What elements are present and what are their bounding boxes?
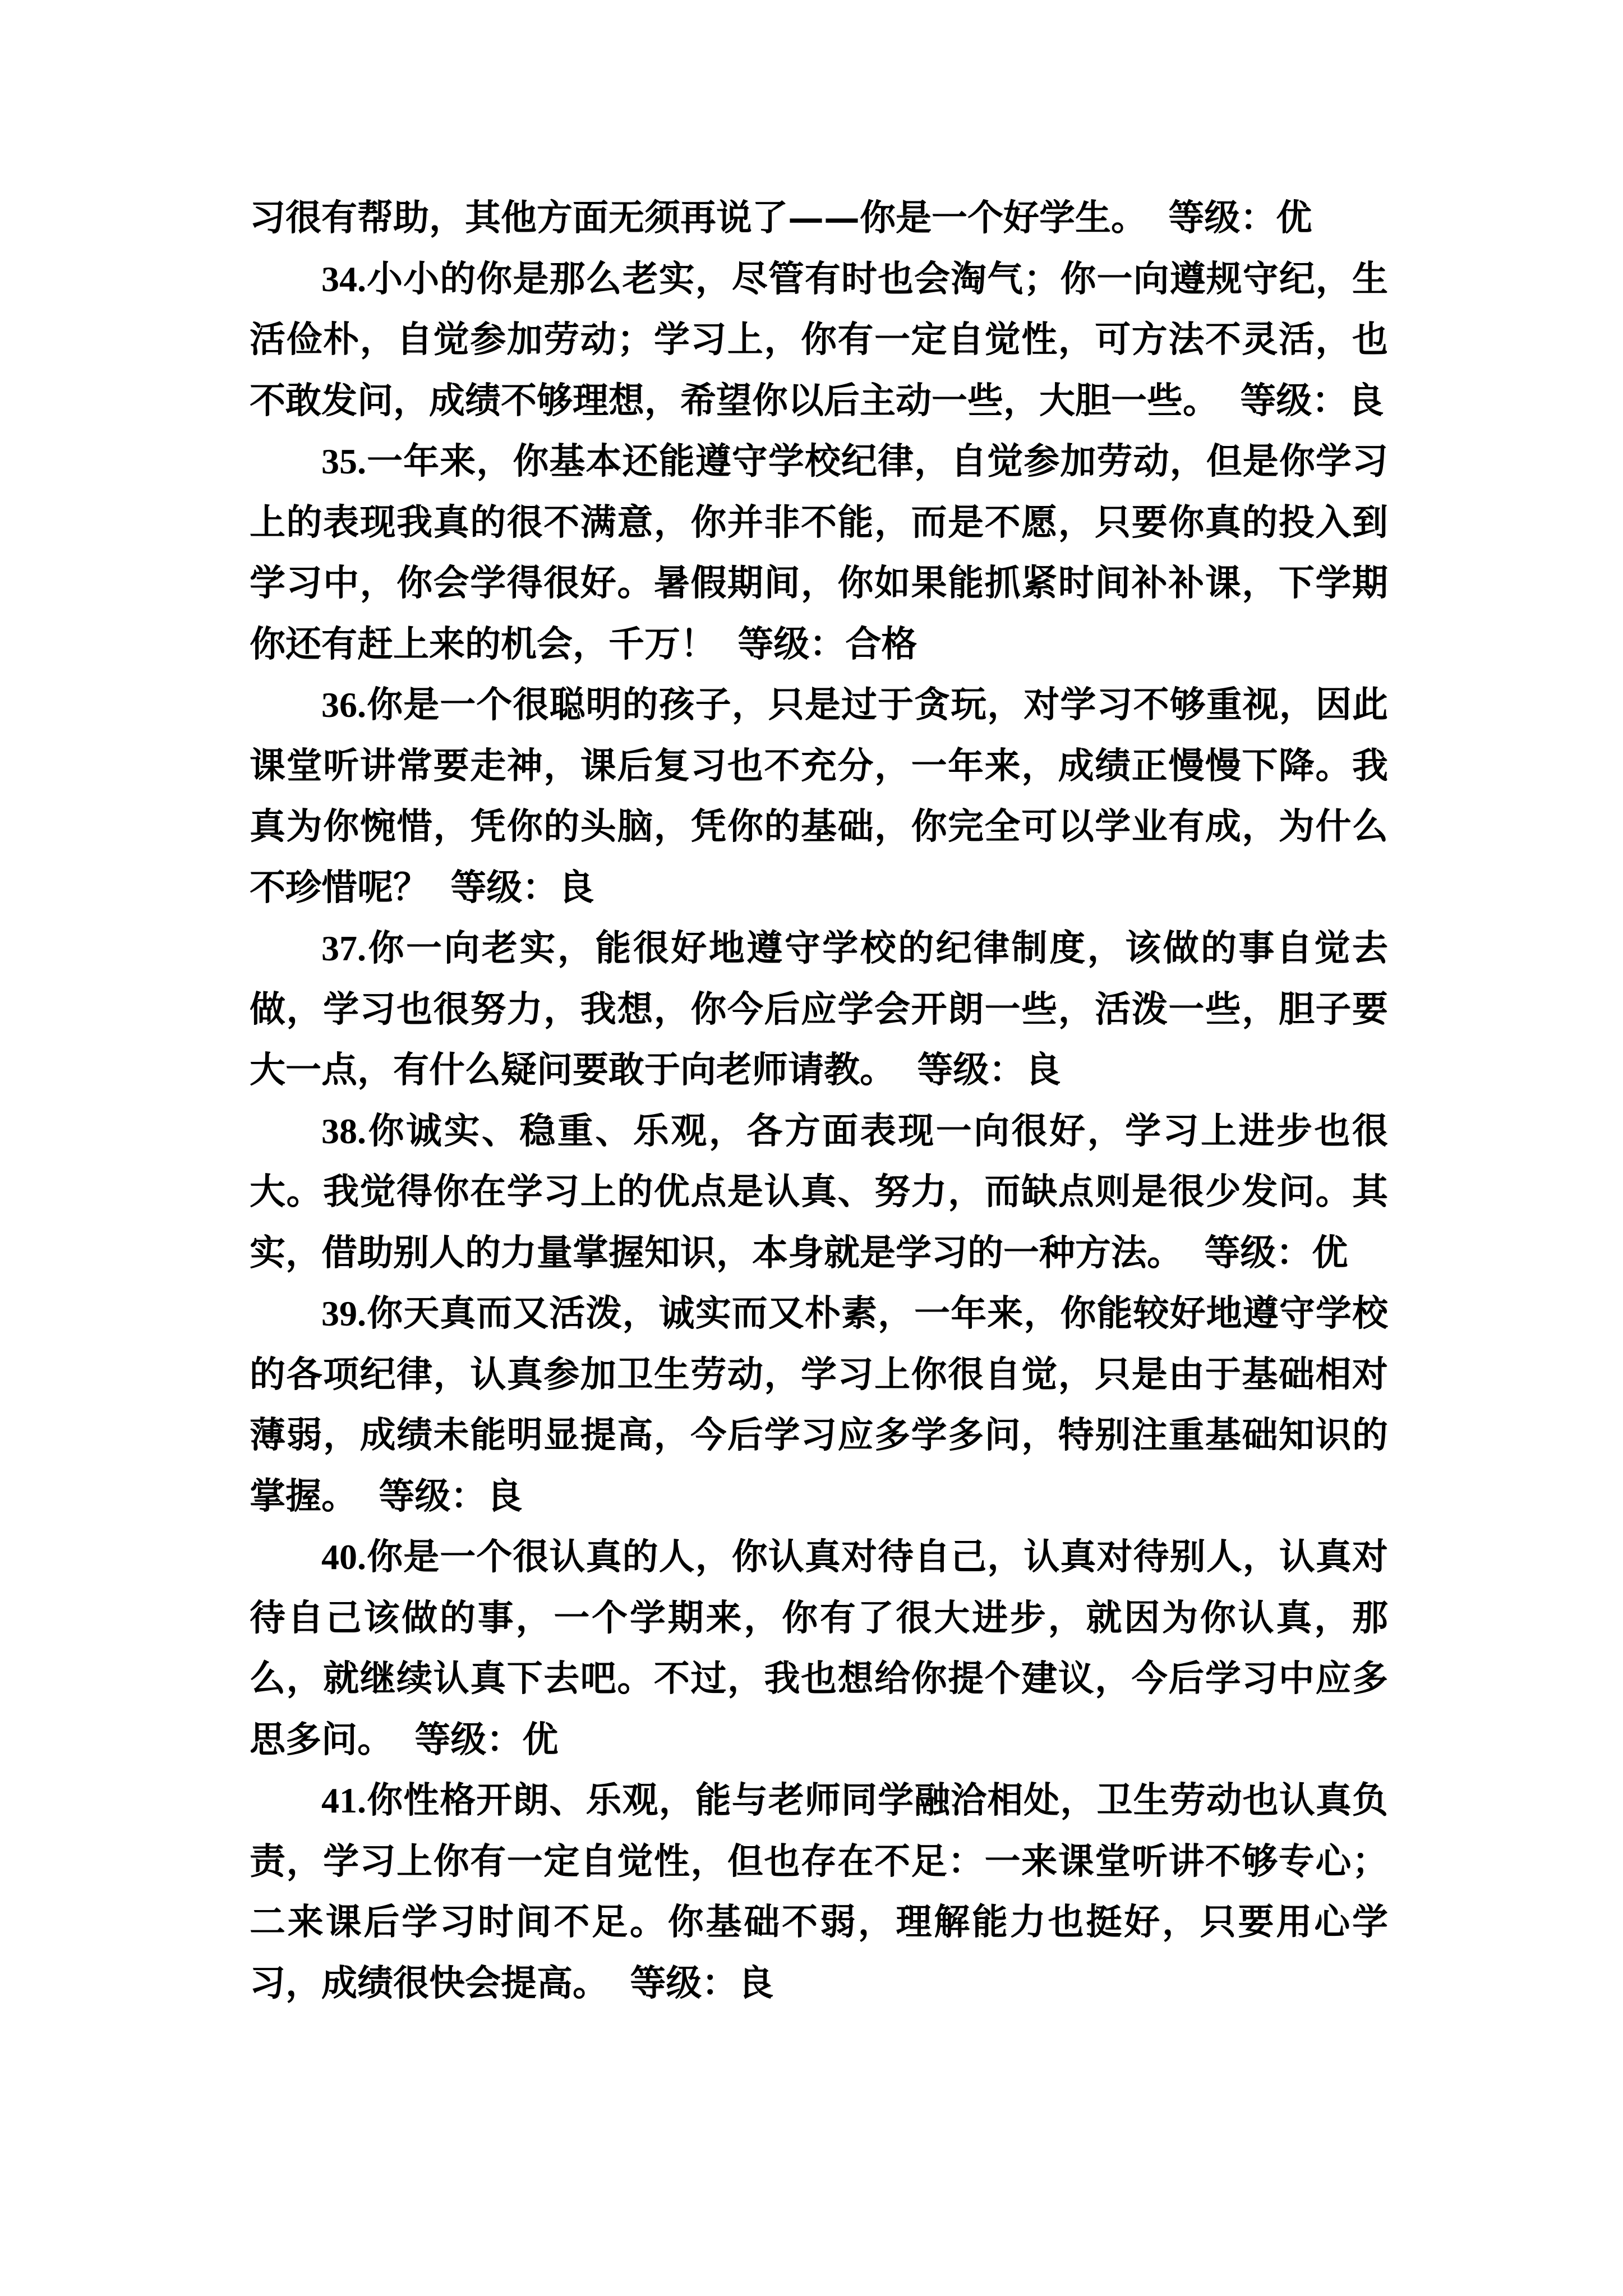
document-body	[250, 188, 1388, 2014]
comment-entry-35	[250, 431, 1388, 675]
entry-number: 41.	[321, 1780, 366, 1820]
comment-entry-33-continued	[250, 188, 1388, 249]
entry-text: 一年来，你基本还能遵守学校纪律，自觉参加劳动，但是你学习上的表现我真的很不满意，你并非不能，而是不愿，只要你真的投入到学习中，你会学得很好。暑假期间，你如果能抓紧时间补补课，下学期你还有赶上来的机会，千万！	[250, 440, 1388, 665]
entry-grade: 等级：良	[917, 1049, 1061, 1091]
entry-grade: 等级：优	[1168, 197, 1312, 239]
entry-grade: 等级：合格	[737, 623, 917, 665]
entry-grade: 等级：良	[630, 1962, 774, 2004]
comment-entry-34	[250, 249, 1388, 432]
entry-text: 你一向老实，能很好地遵守学校的纪律制度，该做的事自觉去做，学习也很努力，我想，你今后应学会开朗一些，活泼一些，胆子要大一点，有什么疑问要敢于向老师请教。	[250, 927, 1388, 1091]
entry-text: 你天真而又活泼，诚实而又朴素，一年来，你能较好地遵守学校的各项纪律，认真参加卫生劳动，学习上你很自觉，只是由于基础相对薄弱，成绩未能明显提高，今后学习应多学多问，特别注重基础知识的掌握。	[250, 1292, 1388, 1517]
entry-grade: 等级：优	[414, 1718, 559, 1761]
comment-entry-41	[250, 1770, 1388, 2014]
comment-entry-38	[250, 1101, 1388, 1284]
entry-number: 34.	[321, 259, 366, 299]
entry-grade: 等级：良	[1240, 379, 1384, 422]
comment-entry-39	[250, 1283, 1388, 1527]
comment-entry-36	[250, 675, 1388, 918]
comment-entry-37	[250, 918, 1388, 1101]
entry-text: 你诚实、稳重、乐观，各方面表现一向很好，学习上进步也很大。我觉得你在学习上的优点是认真、努力，而缺点则是很少发问。其实，借助别人的力量掌握知识，本身就是学习的一种方法。	[250, 1110, 1388, 1274]
entry-text: 你是一个很认真的人，你认真对待自己，认真对待别人，认真对待自己该做的事，一个学期来，你有了很大进步，就因为你认真，那么，就继续认真下去吧。不过，我也想给你提个建议，今后学习中应多思多问。	[250, 1536, 1388, 1761]
entry-text: 你是一个很聪明的孩子，只是过于贪玩，对学习不够重视，因此课堂听讲常要走神，课后复习也不充分，一年来，成绩正慢慢下降。我真为你惋惜，凭你的头脑，凭你的基础，你完全可以学业有成，为什么不珍惜呢？	[250, 684, 1388, 909]
entry-grade: 等级：良	[450, 866, 594, 909]
entry-grade: 等级：良	[379, 1475, 523, 1517]
entry-number: 36.	[321, 685, 366, 725]
entry-number: 39.	[321, 1294, 366, 1333]
entry-text: 小小的你是那么老实，尽管有时也会淘气；你一向遵规守纪，生活俭朴，自觉参加劳动；学习上，你有一定自觉性，可方法不灵活，也不敢发问，成绩不够理想，希望你以后主动一些，大胆一些。	[250, 257, 1388, 422]
entry-number: 38.	[321, 1111, 366, 1151]
entry-number: 40.	[321, 1537, 366, 1577]
entry-text: 习很有帮助，其他方面无须再说了——你是一个好学生。	[250, 197, 1147, 239]
entry-number: 37.	[321, 928, 366, 968]
comment-entry-40	[250, 1527, 1388, 1770]
entry-grade: 等级：优	[1204, 1231, 1348, 1274]
entry-number: 35.	[321, 441, 366, 481]
entry-text: 你性格开朗、乐观，能与老师同学融洽相处，卫生劳动也认真负责，学习上你有一定自觉性，但也存在不足：一来课堂听讲不够专心；二来课后学习时间不足。你基础不弱，理解能力也挺好，只要用心学习，成绩很快会提高。	[250, 1779, 1388, 2004]
